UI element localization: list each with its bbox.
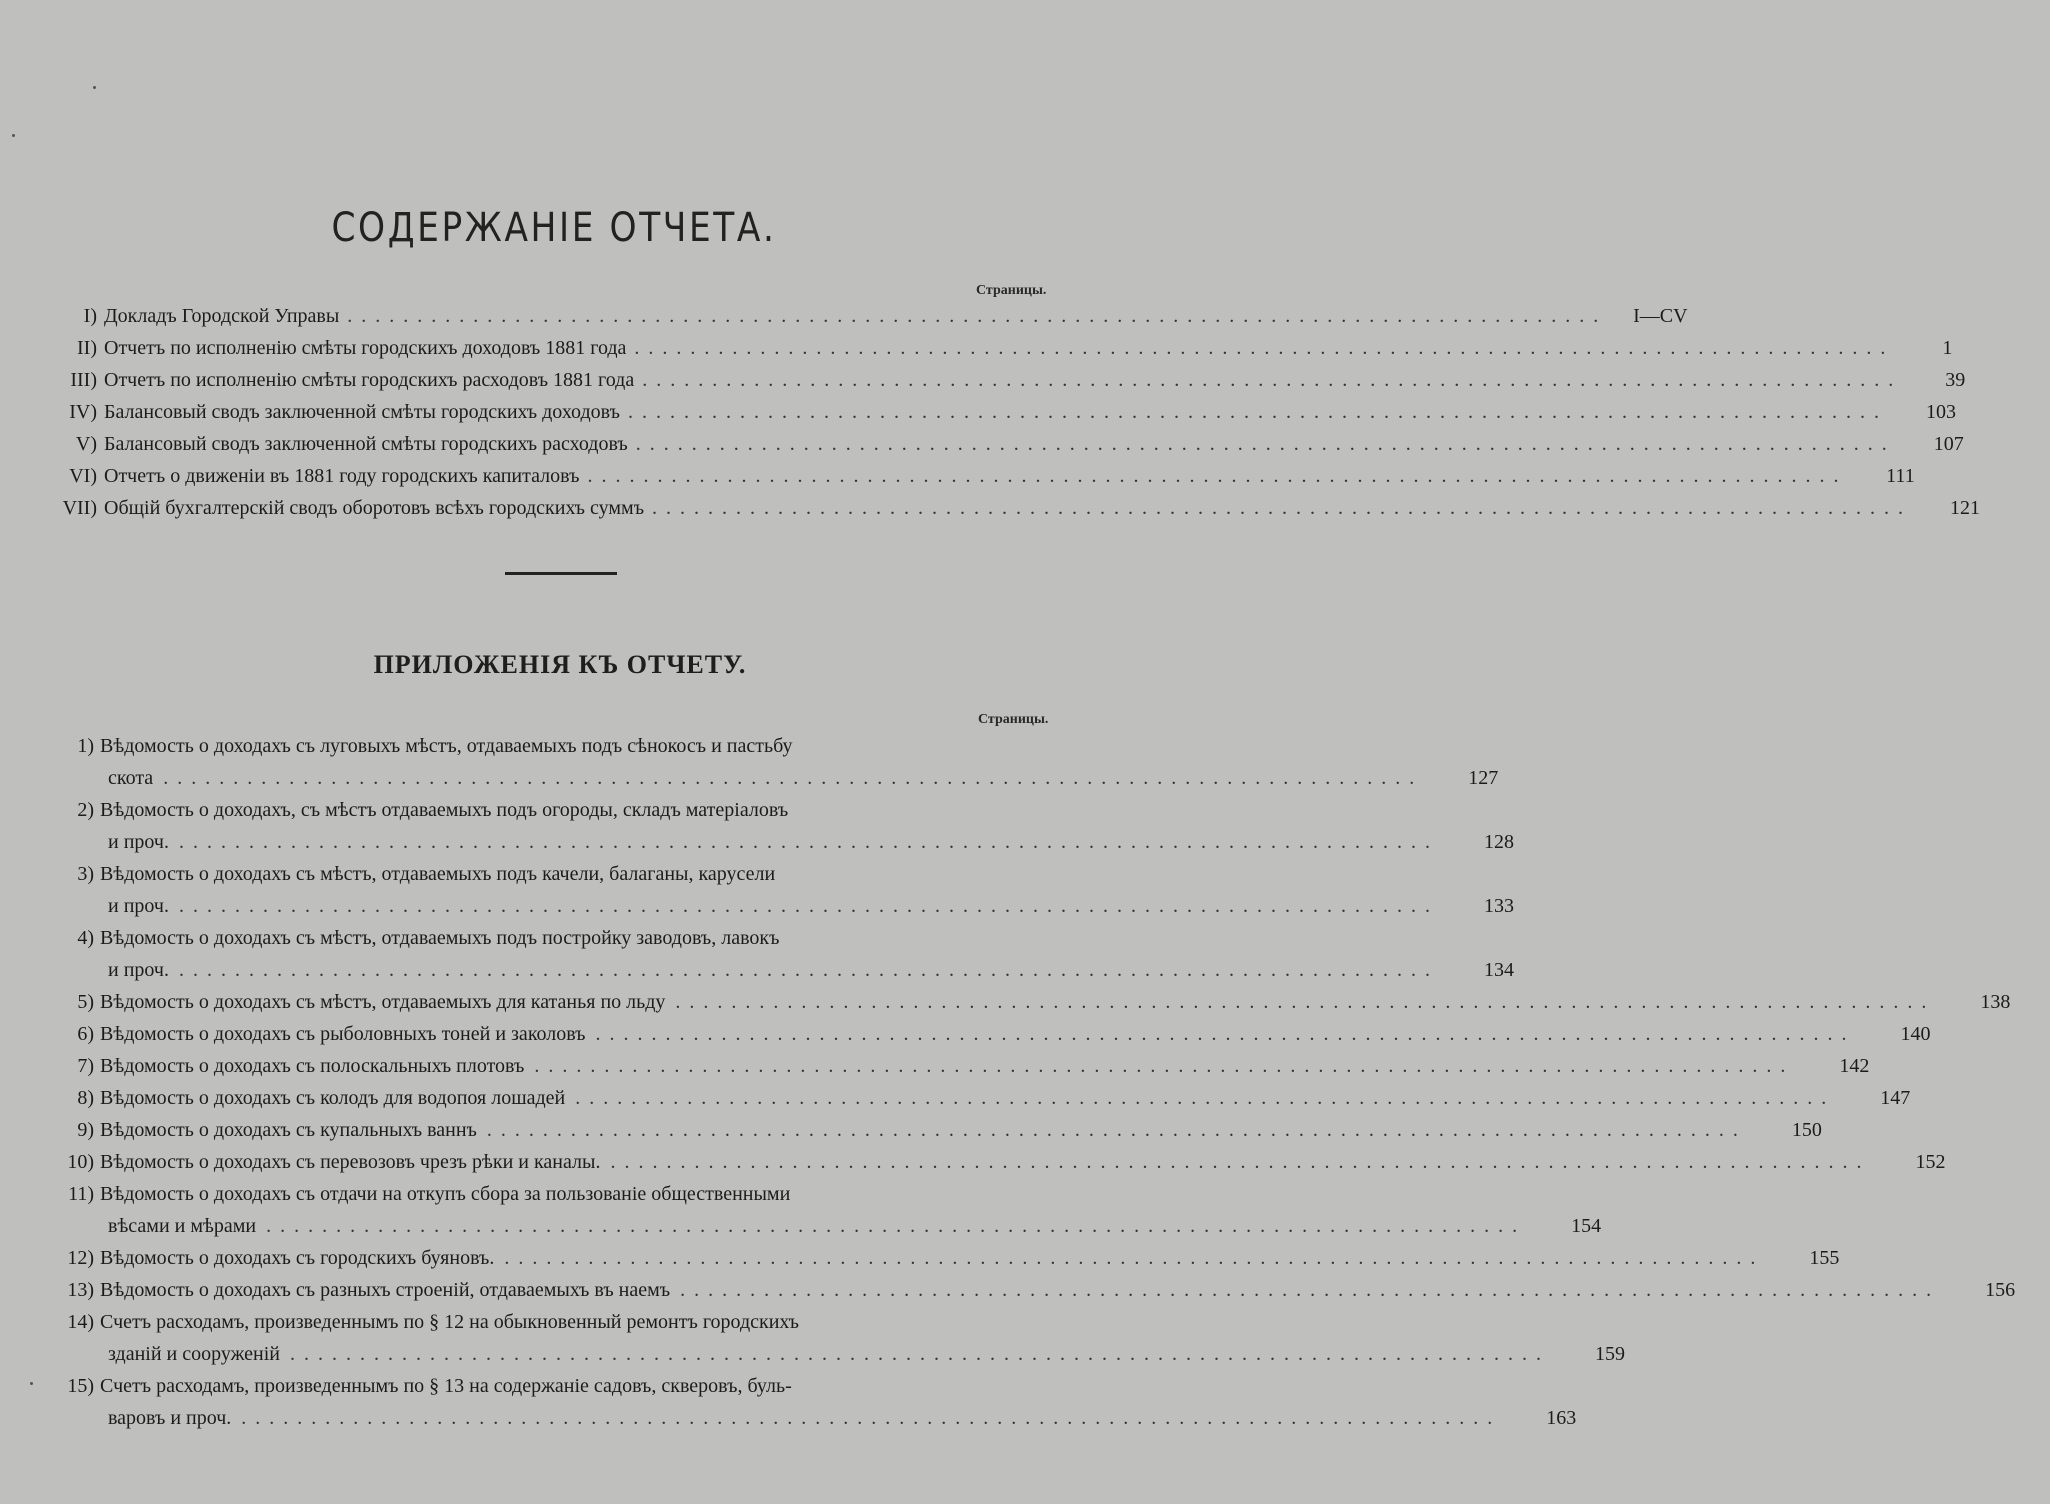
dot-leader: .......................................................................................... [587, 465, 1848, 487]
appendix-number: 9) [77, 1119, 94, 1141]
dot-leader: .......................................................................................... [534, 1055, 1795, 1077]
appendix-title-text: Счетъ расходамъ, произведеннымъ по § 13 на содержаніе садовъ, скверовъ, буль- [100, 1375, 792, 1397]
appendix-title-text: Вѣдомость о доходахъ, съ мѣстъ отдаваемыхъ подъ огороды, складъ матеріаловъ [100, 799, 789, 821]
appendix-title-text: Вѣдомость о доходахъ съ купальныхъ ваннъ [100, 1119, 477, 1141]
dot-leader: .......................................................................................... [635, 433, 1896, 455]
appendix-title-continuation: и проч. [108, 831, 169, 853]
appendix-item [50, 991, 2011, 1023]
toc-title: Отчетъ по исполненію смѣты городскихъ доходовъ 1881 года [104, 337, 627, 359]
toc-row [55, 465, 1915, 497]
appendix-number: 3) [77, 863, 94, 885]
appendix-item [50, 1375, 1577, 1439]
toc-title: Отчетъ по исполненію смѣты городскихъ расходовъ 1881 года [104, 369, 635, 391]
appendix-item [50, 735, 1499, 799]
appendix-number: 12) [67, 1247, 94, 1269]
appendix-number: 5) [77, 991, 94, 1013]
appendix-page: 155 [1809, 1247, 1840, 1269]
toc-page: 103 [1925, 401, 1956, 423]
appendix-number: 7) [77, 1055, 94, 1077]
dot-leader: .......................................................................................... [178, 831, 1439, 853]
toc-row [55, 337, 1953, 369]
appendix-title-line [100, 799, 958, 822]
appendix-page: 163 [1546, 1407, 1577, 1429]
dot-leader: .......................................................................................... [241, 1407, 1502, 1429]
appendix-title-text: Вѣдомость о доходахъ съ городскихъ буяновъ. [100, 1247, 495, 1269]
dot-leader: .......................................................................................... [347, 305, 1608, 327]
appendix-title-text: Вѣдомость о доходахъ съ полоскальныхъ плотовъ [100, 1055, 525, 1077]
toc-number: VI) [69, 465, 97, 487]
toc-number: V) [75, 433, 97, 455]
report-contents-title: СОДЕРЖАНІЕ ОТЧЕТА. [331, 204, 777, 251]
dot-leader: .......................................................................................... [266, 1215, 1527, 1237]
appendix-page: 150 [1791, 1119, 1822, 1141]
appendix-page: 133 [1483, 895, 1514, 917]
appendix-number: 2) [77, 799, 94, 821]
appendix-number: 15) [67, 1375, 94, 1397]
appendix-list [50, 735, 2016, 1439]
appendix-title-continuation: вѣсами и мѣрами [108, 1215, 257, 1237]
appendix-page: 156 [1985, 1279, 2016, 1301]
appendix-title-text: Вѣдомость о доходахъ съ мѣстъ, отдаваемыхъ подъ постройку заводовъ, лавокъ [100, 927, 780, 949]
toc-title: Балансовый сводъ заключенной смѣты городскихъ расходовъ [104, 433, 628, 455]
appendix-page: 134 [1483, 959, 1514, 981]
appendix-number: 8) [77, 1087, 94, 1109]
dot-leader: .......................................................................................... [634, 337, 1895, 359]
appendix-page: 147 [1880, 1087, 1911, 1109]
toc-number: III) [70, 369, 97, 391]
appendix-item [50, 927, 1514, 991]
dot-leader: .......................................................................................... [675, 991, 1936, 1013]
appendix-title-text: Вѣдомость о доходахъ съ мѣстъ, отдаваемыхъ подъ качели, балаганы, карусели [100, 863, 776, 885]
appendix-title-continuation: варовъ и проч. [108, 1407, 232, 1429]
dot-leader: .......................................................................................... [178, 959, 1439, 981]
appendix-item [50, 1183, 1602, 1247]
appendix-page: 142 [1839, 1055, 1870, 1077]
dot-leader: .......................................................................................... [610, 1151, 1871, 1173]
appendix-number: 11) [68, 1183, 94, 1205]
appendix-item [50, 863, 1514, 927]
toc-number: II) [77, 337, 97, 359]
appendix-number: 6) [77, 1023, 94, 1045]
toc-row [55, 369, 1966, 401]
appendix-item [50, 1151, 1946, 1183]
toc-page: 1 [1942, 337, 1953, 359]
appendix-number: 14) [67, 1311, 94, 1333]
toc-title: Докладъ Городской Управы [104, 305, 340, 327]
appendix-title-text: Вѣдомость о доходахъ съ луговыхъ мѣстъ, отдаваемыхъ подъ сѣнокосъ и пастьбу [100, 735, 793, 757]
toc-number: I) [83, 305, 97, 327]
toc-page: 107 [1933, 433, 1964, 455]
appendix-title-text: Вѣдомость о доходахъ съ мѣстъ, отдаваемыхъ для катанья по льду [100, 991, 666, 1013]
appendix-title-line [100, 1311, 958, 1334]
appendix-title-text: Вѣдомость о доходахъ съ перевозовъ чрезъ рѣки и каналы. [100, 1151, 601, 1173]
appendix-page: 128 [1483, 831, 1514, 853]
paper-speck [30, 1382, 33, 1385]
dot-leader: .......................................................................................... [595, 1023, 1856, 1045]
toc-page: 39 [1945, 369, 1966, 391]
appendix-title-line [100, 1375, 958, 1398]
appendix-title-continuation: и проч. [108, 959, 169, 981]
dot-leader: .......................................................................................... [486, 1119, 1747, 1141]
toc-number: IV) [69, 401, 97, 423]
appendix-number: 10) [67, 1151, 94, 1173]
appendix-number: 13) [67, 1279, 94, 1301]
appendix-title-text: Вѣдомость о доходахъ съ рыболовныхъ тоней и заколовъ [100, 1023, 586, 1045]
appendix-item [50, 799, 1514, 863]
toc-page: 111 [1886, 465, 1915, 487]
appendix-title-text: Вѣдомость о доходахъ съ отдачи на откупъ сбора за пользованіе общественными [100, 1183, 791, 1205]
paper-speck [93, 86, 96, 89]
appendix-page: 127 [1468, 767, 1499, 789]
appendix-page: 152 [1915, 1151, 1946, 1173]
appendix-page: 154 [1571, 1215, 1602, 1237]
appendix-item [50, 1279, 2016, 1311]
toc-page: I—CV [1633, 305, 1688, 327]
appendix-page: 140 [1900, 1023, 1931, 1045]
toc-title: Балансовый сводъ заключенной смѣты городскихъ доходовъ [104, 401, 620, 423]
toc-row [55, 401, 1956, 433]
appendix-item [50, 1023, 1931, 1055]
appendix-title-line [100, 735, 958, 758]
appendix-title-continuation: зданій и сооруженій [108, 1343, 281, 1365]
appendix-page: 138 [1980, 991, 2011, 1013]
dot-leader: .......................................................................................... [652, 497, 1913, 519]
appendix-item [50, 1087, 1911, 1119]
pages-column-header: Страницы. [976, 283, 1047, 298]
appendix-title-continuation: и проч. [108, 895, 169, 917]
dot-leader: .......................................................................................... [178, 895, 1439, 917]
dot-leader: .......................................................................................... [163, 767, 1424, 789]
toc-title: Общій бухгалтерскій сводъ оборотовъ всѣхъ городскихъ суммъ [104, 497, 645, 519]
pages-column-header: Страницы. [978, 712, 1049, 727]
appendix-item [50, 1311, 1626, 1375]
appendix-number: 4) [77, 927, 94, 949]
appendix-title-line [100, 1183, 958, 1206]
appendix-item [50, 1055, 1870, 1087]
toc-title: Отчетъ о движеніи въ 1881 году городскихъ капиталовъ [104, 465, 580, 487]
toc-row [55, 497, 1981, 529]
dot-leader: .......................................................................................... [680, 1279, 1941, 1301]
appendix-page: 159 [1595, 1343, 1626, 1365]
appendix-title-text: Вѣдомость о доходахъ съ разныхъ строеній, отдаваемыхъ въ наемъ [100, 1279, 671, 1301]
appendix-number: 1) [77, 735, 94, 757]
dot-leader: .......................................................................................... [627, 401, 1888, 423]
toc-page: 121 [1950, 497, 1981, 519]
appendix-title-line [100, 863, 958, 886]
dot-leader: .......................................................................................... [504, 1247, 1765, 1269]
toc-number: VII) [62, 497, 97, 519]
appendix-title-text: Счетъ расходамъ, произведеннымъ по § 12 на обыкновенный ремонтъ городскихъ [100, 1311, 800, 1333]
appendix-item [50, 1247, 1840, 1279]
paper-speck [12, 134, 15, 137]
dot-leader: .......................................................................................... [290, 1343, 1551, 1365]
toc-row [55, 305, 1688, 337]
appendix-title-line [100, 927, 958, 950]
appendix-title-continuation: скота [108, 767, 154, 789]
section-divider [505, 572, 617, 575]
dot-leader: .......................................................................................... [575, 1087, 1836, 1109]
toc-row [55, 433, 1964, 465]
dot-leader: .......................................................................................... [642, 369, 1903, 391]
appendix-item [50, 1119, 1822, 1151]
appendices-title: ПРИЛОЖЕНІЯ КЪ ОТЧЕТУ. [373, 649, 747, 679]
appendix-title-text: Вѣдомость о доходахъ съ колодъ для водопоя лошадей [100, 1087, 566, 1109]
